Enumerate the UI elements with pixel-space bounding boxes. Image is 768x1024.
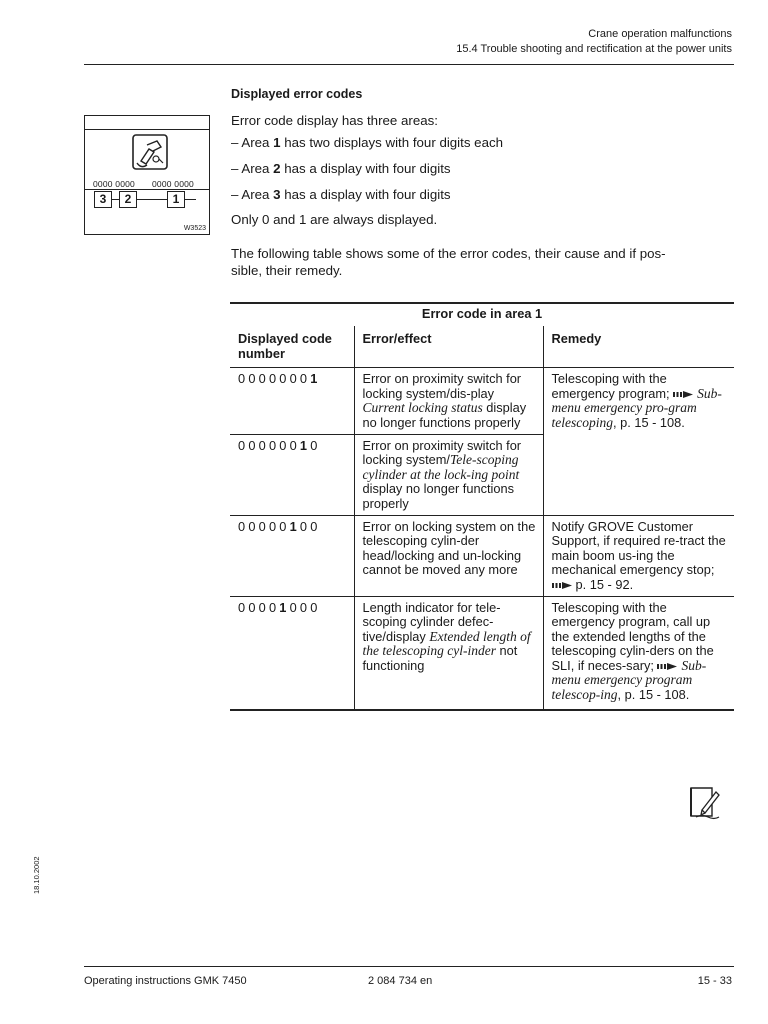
- header-remedy: Remedy: [543, 326, 734, 368]
- intro-text: Error code display has three areas:: [231, 113, 438, 128]
- error-cell: Error on locking system on the telescoping cylin-der head/locking and un-locking cannot be moved any more: [354, 515, 543, 596]
- area-1-digits-left: 0000 0000: [93, 179, 135, 189]
- error-cell: Length indicator for tele-scoping cylinder defec-tive/display Extended length of the telescoping cyl-inder not functioning: [354, 596, 543, 710]
- section-heading: Displayed error codes: [231, 87, 363, 101]
- area-1-box: 1: [167, 191, 185, 208]
- locking-system-icon: [123, 133, 171, 175]
- error-display-figure: [84, 115, 210, 235]
- reference-arrow-icon: [673, 390, 695, 399]
- header-code: Displayed code number: [238, 331, 332, 361]
- table-row: [230, 368, 734, 434]
- figure-top-line: [85, 129, 209, 130]
- header-error: Error/effect: [354, 326, 543, 368]
- bullet-area-2: – Area 2 has a display with four digits: [231, 161, 451, 176]
- only-text: Only 0 and 1 are always displayed.: [231, 212, 438, 227]
- code-cell: 00000010: [230, 434, 354, 515]
- table-row: [230, 596, 734, 710]
- footer-document-number: 2 084 734 en: [368, 975, 433, 987]
- error-cell: Error on proximity switch for locking system/dis-play Current locking status display no longer functions properly: [354, 368, 543, 434]
- area-3-box: 3: [94, 191, 112, 208]
- connector-line: [184, 199, 196, 200]
- code-cell: 00000001: [230, 368, 354, 434]
- code-cell: 00001000: [230, 596, 354, 710]
- bullet-area-1: – Area 1 has two displays with four digits each: [231, 135, 504, 150]
- following-text: The following table shows some of the error codes, their cause and if pos- sible, their remedy.: [231, 246, 666, 278]
- connector-line: [136, 199, 168, 200]
- remedy-cell: Notify GROVE Customer Support, if required re-tract the main boom us-ing the mechanical emergency stop; p. 15 - 92.: [543, 515, 734, 596]
- bullet-area-3: – Area 3 has a display with four digits: [231, 187, 451, 202]
- reference-arrow-icon: [657, 662, 679, 671]
- table-row: [230, 515, 734, 596]
- remedy-cell: Telescoping with the emergency program; Sub-menu emergency pro-gram telescoping, p. 15 - 108.: [543, 368, 734, 515]
- header-rule: [84, 64, 734, 65]
- footer-page-number: 15 - 33: [697, 975, 732, 987]
- figure-label: W3523: [183, 225, 206, 232]
- footer-rule: [84, 966, 734, 967]
- area-1-digits-right: 0000 0000: [152, 179, 194, 189]
- area-2-box: 2: [119, 191, 137, 208]
- remedy-cell: Telescoping with the emergency program, call up the extended lengths of the telescoping cylin-ders on the SLI, if neces-sary; Sub-menu emergency program telescop-ing, p. 15 - 108.: [543, 596, 734, 710]
- footer-manual-title: Operating instructions GMK 7450: [84, 975, 247, 987]
- section-title: 15.4 Trouble shooting and rectification at the power units: [456, 43, 732, 55]
- chapter-title: Crane operation malfunctions: [588, 28, 732, 40]
- figure-divider: [85, 189, 209, 190]
- error-code-table: [230, 302, 734, 711]
- table-caption: Error code in area 1: [230, 303, 734, 326]
- error-cell: Error on proximity switch for locking system/Tele-scoping cylinder at the lock-ing point display no longer functions properly: [354, 434, 543, 515]
- code-cell: 00000100: [230, 515, 354, 596]
- notes-icon: [688, 784, 722, 820]
- reference-arrow-icon: [552, 581, 574, 590]
- side-date: 18.10.2002: [32, 856, 41, 894]
